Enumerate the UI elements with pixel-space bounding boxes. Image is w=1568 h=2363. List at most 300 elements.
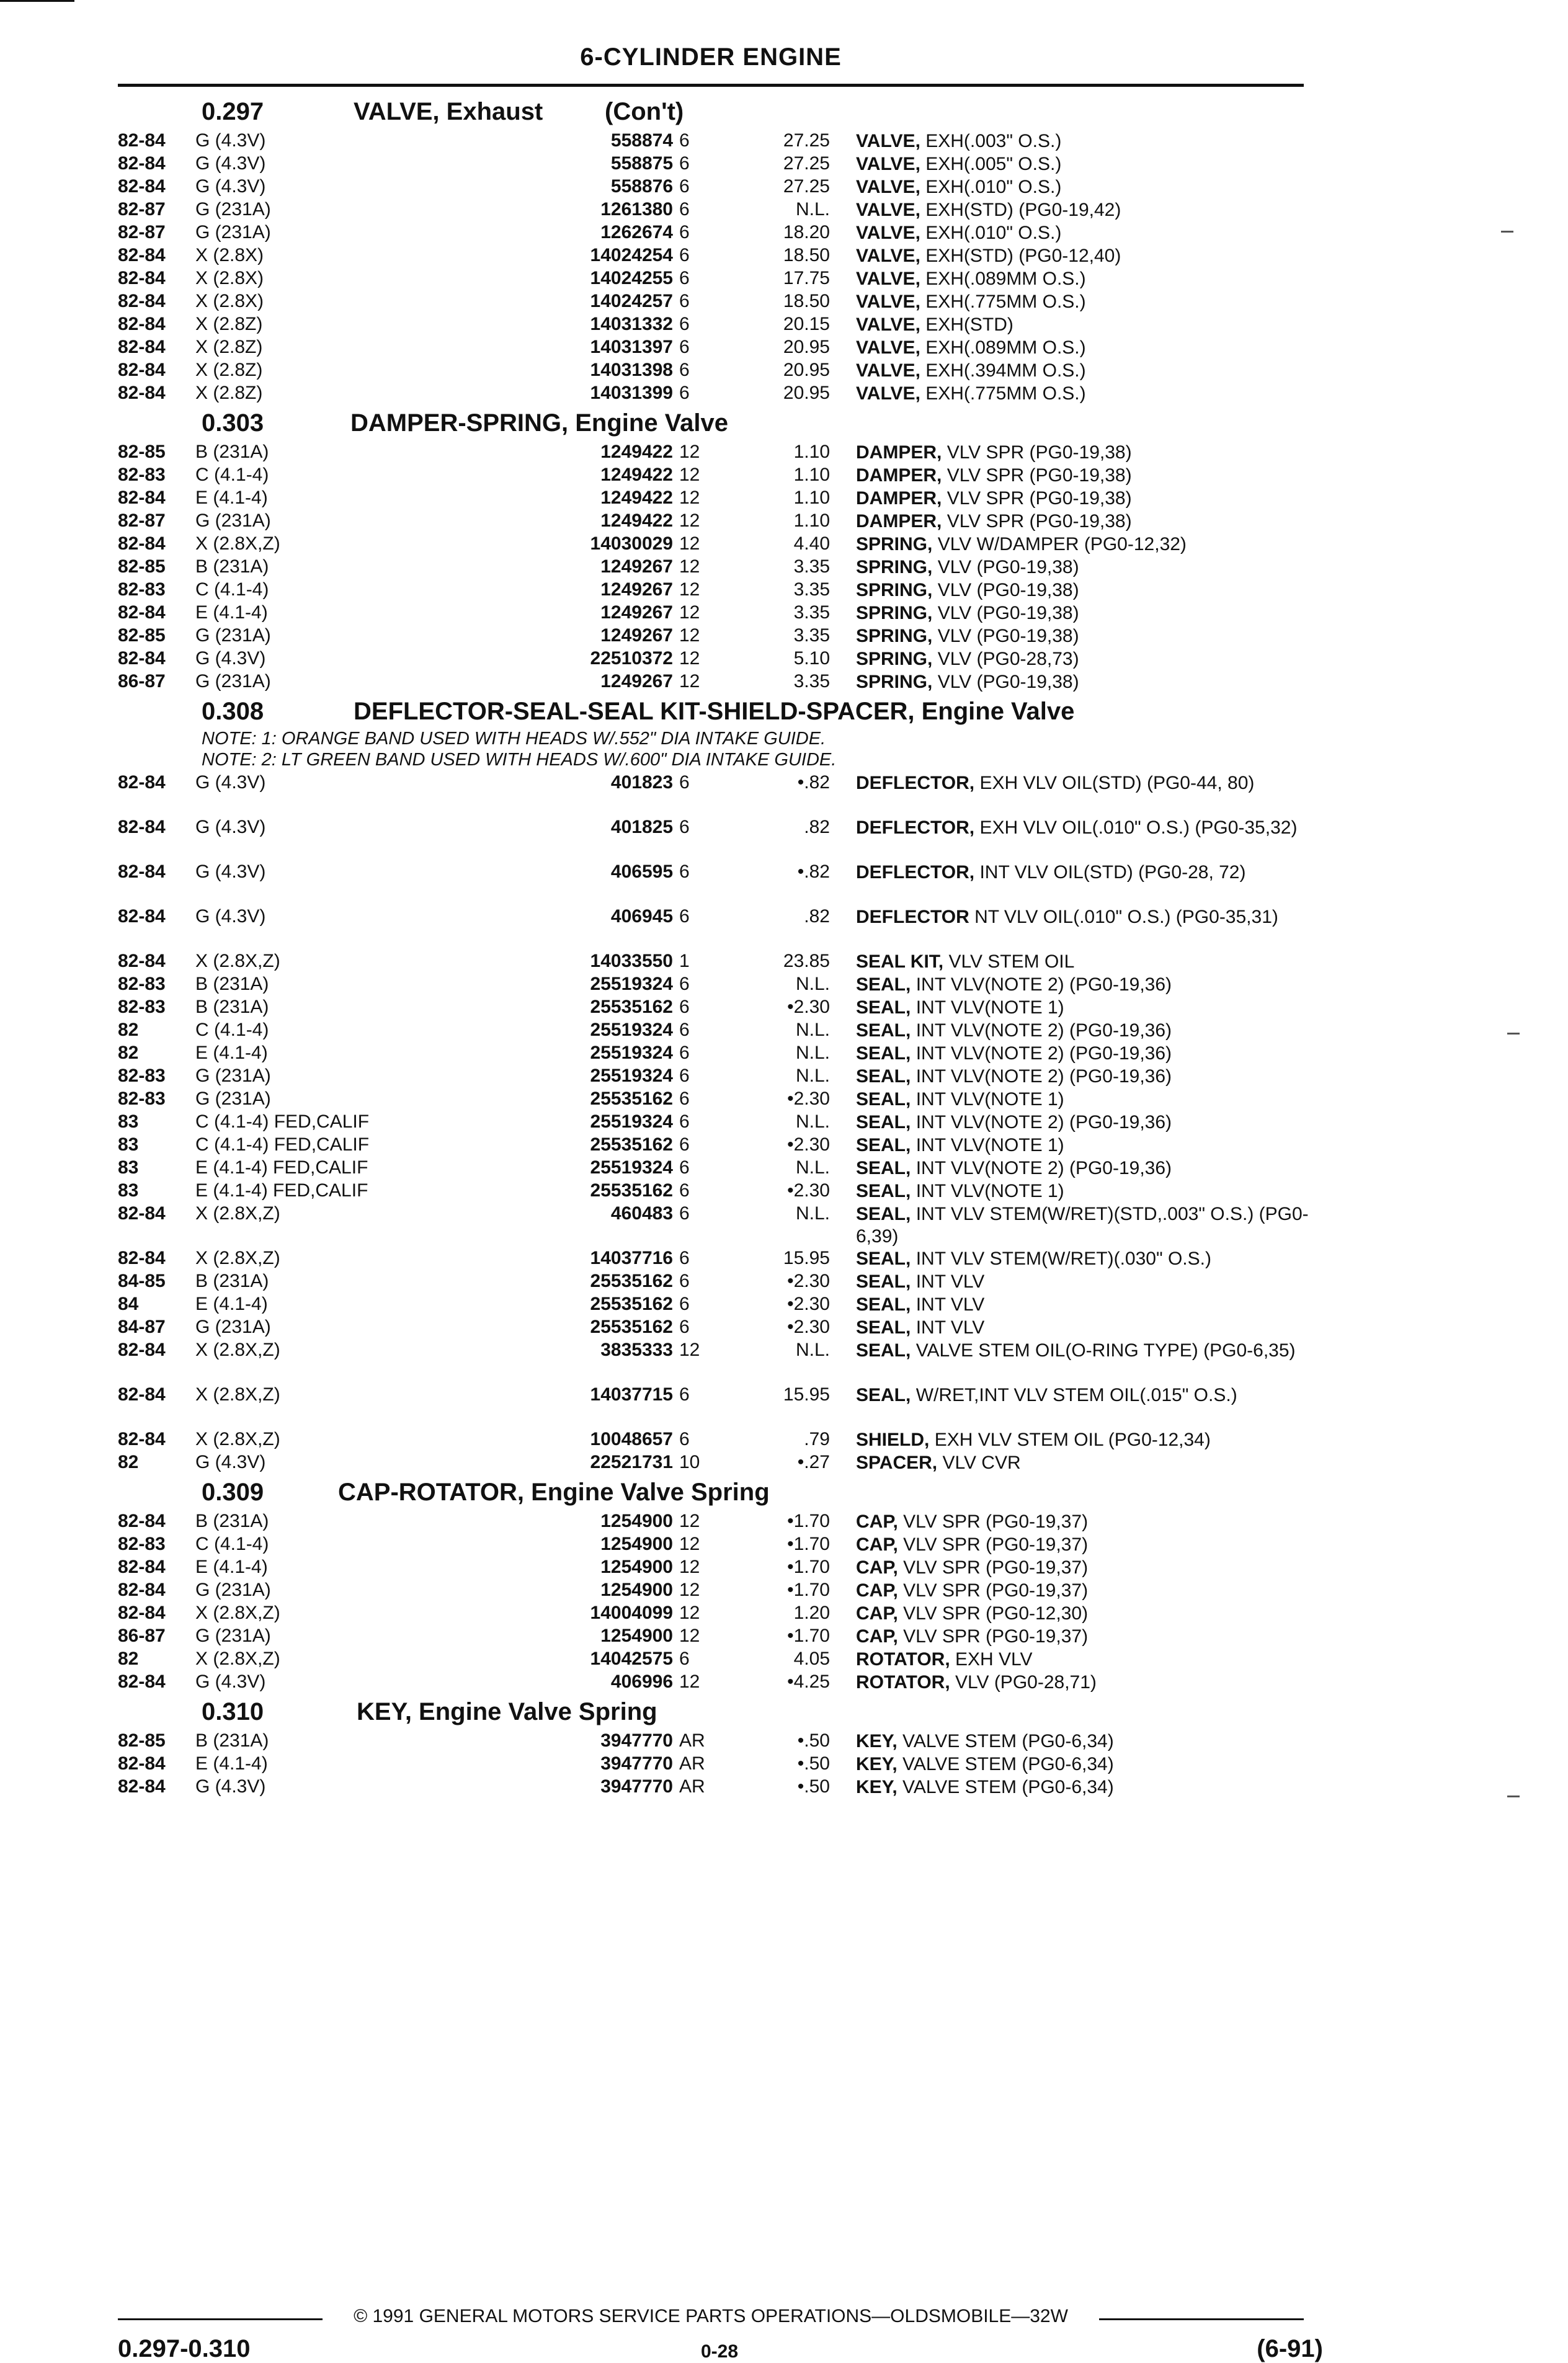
price: 20.95 (783, 360, 830, 380)
part-detail: VLV SPR (PG0-19,37) (903, 1580, 1089, 1601)
part-number: 25519324 (590, 1111, 673, 1132)
part-number: 1254900 (600, 1580, 673, 1600)
part-name: VALVE, (856, 246, 920, 266)
part-description (856, 1203, 1315, 1248)
price: N.L. (795, 1043, 830, 1063)
part-detail: VALVE STEM (PG0-6,34) (902, 1731, 1114, 1751)
model-years: 83 (118, 1180, 139, 1201)
part-name: VALVE, (856, 360, 920, 381)
quantity: 6 (679, 1066, 690, 1086)
price: 1.20 (793, 1603, 830, 1623)
model-years: 82-87 (118, 199, 166, 220)
part-number: 558875 (610, 153, 673, 174)
parts-row (118, 267, 1315, 290)
part-name: SEAL, (856, 1158, 911, 1178)
part-name: SPRING, (856, 603, 933, 623)
part-description (856, 1294, 1315, 1316)
part-description (856, 1580, 1315, 1602)
engine-code: E (4.1-4) FED,CALIF (195, 1157, 368, 1178)
part-description (856, 1317, 1315, 1339)
price: 1.10 (793, 487, 830, 508)
parts-row (118, 1670, 1315, 1693)
engine-code: B (231A) (195, 1730, 269, 1751)
parts-row (118, 1428, 1315, 1451)
price: •2.30 (787, 997, 830, 1017)
price: 20.95 (783, 383, 830, 403)
part-description (856, 1066, 1315, 1088)
price: 27.25 (783, 176, 830, 197)
part-detail: INT VLV(NOTE 2) (PG0-19,36) (915, 1112, 1172, 1133)
parts-row (118, 313, 1315, 336)
part-description (856, 648, 1315, 670)
quantity: 6 (679, 906, 690, 927)
part-name: DEFLECTOR, (856, 773, 975, 793)
parts-row (118, 1578, 1315, 1601)
section-header (118, 693, 1315, 729)
part-detail: INT VLV(NOTE 2) (PG0-19,36) (915, 1043, 1172, 1064)
part-description (856, 360, 1315, 382)
part-description (856, 442, 1315, 464)
engine-code: B (231A) (195, 1511, 269, 1531)
part-number: 14037716 (590, 1248, 673, 1268)
part-number: 14004099 (590, 1603, 673, 1623)
part-name: CAP, (856, 1580, 898, 1601)
engine-code: X (2.8X,Z) (195, 1203, 280, 1224)
price: 27.25 (783, 153, 830, 174)
quantity: 12 (679, 671, 700, 692)
engine-code: B (231A) (195, 974, 269, 994)
engine-code: X (2.8X,Z) (195, 1384, 280, 1405)
part-detail: INT VLV(NOTE 2) (PG0-19,36) (915, 1066, 1172, 1087)
part-detail: VLV (PG0-19,38) (937, 580, 1079, 600)
engine-code: X (2.8X,Z) (195, 1649, 280, 1669)
part-number: 3947770 (600, 1730, 673, 1751)
part-description (856, 1671, 1315, 1694)
price: 3.35 (793, 671, 830, 692)
part-number: 558874 (610, 130, 673, 151)
part-name: SEAL KIT, (856, 951, 944, 972)
section-title: CAP-ROTATOR, Engine Valve Spring (338, 1479, 770, 1506)
price: 3.35 (793, 602, 830, 623)
part-name: SEAL, (856, 974, 911, 995)
part-detail: EXH VLV OIL(STD) (PG0-44, 80) (979, 773, 1255, 793)
parts-row (118, 1729, 1315, 1752)
part-detail: INT VLV(NOTE 2) (PG0-19,36) (915, 1158, 1172, 1178)
model-years: 82-84 (118, 602, 166, 623)
parts-row (118, 1247, 1315, 1270)
price: N.L. (795, 1020, 830, 1040)
quantity: 10 (679, 1452, 700, 1472)
part-description (856, 997, 1315, 1019)
parts-row (118, 336, 1315, 358)
part-name: SEAL, (856, 1204, 911, 1224)
part-description (856, 1043, 1315, 1065)
parts-row (118, 1555, 1315, 1578)
quantity: 12 (679, 579, 700, 600)
parts-row (118, 509, 1315, 532)
engine-code: E (4.1-4) (195, 1557, 268, 1577)
section-header (118, 1474, 1315, 1510)
part-description (856, 671, 1315, 693)
model-years: 86-87 (118, 671, 166, 692)
part-number: 3947770 (600, 1753, 673, 1774)
quantity: 12 (679, 602, 700, 623)
parts-row (118, 198, 1315, 221)
engine-code: G (231A) (195, 1626, 271, 1646)
section-title: DEFLECTOR-SEAL-SEAL KIT-SHIELD-SPACER, Engine Valve (354, 698, 1075, 725)
parts-row (118, 950, 1315, 972)
quantity: 6 (679, 1248, 690, 1268)
model-years: 82-84 (118, 1384, 166, 1405)
model-years: 82-84 (118, 1511, 166, 1531)
copyright-notice: © 1991 GENERAL MOTORS SERVICE PARTS OPERATIONS—OLDSMOBILE—32W (354, 2306, 1068, 2326)
section-title: KEY, Engine Valve Spring (357, 1698, 657, 1725)
part-detail: VLV (PG0-19,38) (937, 672, 1079, 692)
part-number: 558876 (610, 176, 673, 197)
part-number: 25535162 (590, 997, 673, 1017)
model-years: 82-84 (118, 314, 166, 334)
price: •1.70 (787, 1511, 830, 1531)
model-years: 83 (118, 1157, 139, 1178)
corner-rule (0, 0, 74, 2)
engine-code: G (4.3V) (195, 861, 266, 882)
part-name: VALVE, (856, 131, 920, 151)
model-years: 82-83 (118, 974, 166, 994)
quantity: 6 (679, 222, 690, 243)
part-description (856, 1157, 1315, 1180)
model-years: 82-84 (118, 130, 166, 151)
engine-code: G (4.3V) (195, 1776, 266, 1797)
header-rule (118, 84, 1304, 87)
model-years: 82-84 (118, 1429, 166, 1449)
part-detail: NT VLV OIL(.010" O.S.) (PG0-35,31) (974, 907, 1278, 927)
quantity: AR (679, 1730, 705, 1751)
model-years: 82-84 (118, 383, 166, 403)
part-name: SPRING, (856, 534, 933, 554)
part-name: SEAL, (856, 1271, 911, 1292)
part-name: VALVE, (856, 223, 920, 243)
part-description (856, 533, 1315, 556)
part-name: SPRING, (856, 672, 933, 692)
price: N.L. (795, 199, 830, 220)
part-number: 25535162 (590, 1088, 673, 1109)
section-range: 0.297-0.310 (118, 2335, 251, 2362)
price: •.50 (797, 1753, 830, 1774)
part-detail: VLV W/DAMPER (PG0-12,32) (937, 534, 1187, 554)
parts-row (118, 1315, 1315, 1338)
part-detail: INT VLV(NOTE 2) (PG0-19,36) (915, 974, 1172, 995)
part-detail: EXH(.089MM O.S.) (925, 269, 1086, 289)
quantity: 6 (679, 314, 690, 334)
part-description (856, 383, 1315, 405)
part-name: SPRING, (856, 580, 933, 600)
model-years: 82-84 (118, 360, 166, 380)
quantity: 12 (679, 1534, 700, 1554)
part-name: VALVE, (856, 314, 920, 335)
part-number: 22521731 (590, 1452, 673, 1472)
model-years: 82-84 (118, 291, 166, 311)
quantity: 6 (679, 1088, 690, 1109)
part-detail: EXH(.003" O.S.) (925, 131, 1062, 151)
part-detail: VLV SPR (PG0-19,37) (903, 1534, 1089, 1555)
price: 5.10 (793, 648, 830, 669)
parts-row (118, 771, 1315, 816)
price: •.50 (797, 1776, 830, 1797)
part-detail: VLV SPR (PG0-19,37) (903, 1626, 1089, 1647)
parts-row (118, 578, 1315, 601)
quantity: 12 (679, 510, 700, 531)
price: N.L. (795, 1111, 830, 1132)
engine-code: B (231A) (195, 997, 269, 1017)
price: .82 (804, 817, 830, 837)
quantity: 12 (679, 1603, 700, 1623)
price: 4.05 (793, 1649, 830, 1669)
part-number: 3947770 (600, 1776, 673, 1797)
quantity: 6 (679, 199, 690, 220)
model-years: 82-85 (118, 556, 166, 577)
engine-code: E (4.1-4) (195, 487, 268, 508)
part-number: 14030029 (590, 533, 673, 554)
engine-code: G (4.3V) (195, 176, 266, 197)
part-name: SEAL, (856, 1181, 911, 1201)
price: 3.35 (793, 625, 830, 646)
quantity: 6 (679, 268, 690, 288)
part-name: DAMPER, (856, 465, 942, 486)
model-years: 82-84 (118, 268, 166, 288)
engine-code: X (2.8X,Z) (195, 1429, 280, 1449)
price: 18.20 (783, 222, 830, 243)
footer-rule-row (118, 2306, 1304, 2331)
part-number: 25519324 (590, 1043, 673, 1063)
parts-row (118, 1451, 1315, 1474)
parts-row (118, 532, 1315, 555)
section-number: 0.303 (202, 409, 264, 437)
part-name: VALVE, (856, 177, 920, 197)
part-number: 1254900 (600, 1511, 673, 1531)
part-name: SEAL, (856, 1135, 911, 1155)
price: •4.25 (787, 1671, 830, 1692)
model-years: 82-84 (118, 1580, 166, 1600)
part-detail: INT VLV(NOTE 1) (915, 1181, 1064, 1201)
model-years: 82 (118, 1649, 139, 1669)
part-detail: VLV SPR (PG0-19,37) (903, 1557, 1089, 1578)
engine-code: G (4.3V) (195, 1671, 266, 1692)
quantity: 6 (679, 245, 690, 265)
price: •2.30 (787, 1088, 830, 1109)
part-detail: INT VLV OIL(STD) (PG0-28, 72) (979, 862, 1246, 883)
part-detail: VLV SPR (PG0-19,38) (947, 442, 1132, 463)
parts-row (118, 601, 1315, 624)
engine-code: X (2.8X,Z) (195, 951, 280, 971)
part-number: 1261380 (600, 199, 673, 220)
part-description (856, 1271, 1315, 1293)
model-years: 82-84 (118, 861, 166, 882)
quantity: 6 (679, 1429, 690, 1449)
part-number: 14031332 (590, 314, 673, 334)
part-description (856, 487, 1315, 510)
part-number: 1254900 (600, 1557, 673, 1577)
part-number: 14031398 (590, 360, 673, 380)
parts-row (118, 860, 1315, 905)
parts-row (118, 1133, 1315, 1156)
model-years: 82-85 (118, 1730, 166, 1751)
section-number: 0.308 (202, 698, 264, 725)
part-detail: EXH(STD) (PG0-12,40) (925, 246, 1121, 266)
part-detail: VLV (PG0-19,38) (937, 626, 1079, 646)
quantity: 6 (679, 1384, 690, 1405)
model-years: 82-84 (118, 772, 166, 793)
parts-row (118, 624, 1315, 647)
part-description (856, 314, 1315, 336)
engine-code: E (4.1-4) (195, 602, 268, 623)
price: .79 (804, 1429, 830, 1449)
model-years: 84-87 (118, 1317, 166, 1337)
page-number: 0-28 (701, 2341, 739, 2362)
price: 15.95 (783, 1384, 830, 1405)
model-years: 82-84 (118, 1753, 166, 1774)
part-number: 1254900 (600, 1626, 673, 1646)
part-description (856, 906, 1315, 928)
model-years: 83 (118, 1134, 139, 1155)
part-description (856, 130, 1315, 153)
quantity: 1 (679, 951, 690, 971)
part-description (856, 1180, 1315, 1203)
part-detail: EXH(STD) (PG0-19,42) (925, 200, 1121, 220)
model-years: 82-83 (118, 1088, 166, 1109)
price: N.L. (795, 974, 830, 994)
part-description (856, 1649, 1315, 1671)
part-name: SPRING, (856, 557, 933, 577)
part-description (856, 951, 1315, 973)
engine-code: G (4.3V) (195, 153, 266, 174)
price: •1.70 (787, 1580, 830, 1600)
parts-row (118, 1293, 1315, 1315)
part-name: SEAL, (856, 1248, 911, 1269)
engine-code: G (4.3V) (195, 130, 266, 151)
page-header (118, 43, 1304, 87)
part-description (856, 465, 1315, 487)
part-detail: VLV SPR (PG0-19,38) (947, 465, 1132, 486)
engine-code: X (2.8Z) (195, 337, 263, 357)
model-years: 82-84 (118, 487, 166, 508)
section-number: 0.309 (202, 1479, 264, 1506)
parts-row (118, 1041, 1315, 1064)
part-description (856, 222, 1315, 244)
scan-mark (1507, 1796, 1520, 1797)
parts-row (118, 905, 1315, 950)
quantity: 6 (679, 1649, 690, 1669)
model-years: 82-83 (118, 1066, 166, 1086)
model-years: 84 (118, 1294, 139, 1314)
part-detail: EXH(.394MM O.S.) (925, 360, 1086, 381)
part-number: 1262674 (600, 222, 673, 243)
engine-code: G (4.3V) (195, 1452, 266, 1472)
part-number: 25519324 (590, 1020, 673, 1040)
part-detail: INT VLV(NOTE 1) (915, 1135, 1064, 1155)
part-description (856, 602, 1315, 625)
price: •.82 (797, 861, 830, 882)
part-detail: EXH VLV STEM OIL (PG0-12,34) (934, 1430, 1211, 1450)
engine-code: G (231A) (195, 510, 271, 531)
quantity: 6 (679, 153, 690, 174)
model-years: 82-84 (118, 1776, 166, 1797)
engine-code: G (231A) (195, 1088, 271, 1109)
part-description (856, 1020, 1315, 1042)
part-description (856, 1429, 1315, 1451)
part-name: CAP, (856, 1626, 898, 1647)
engine-code: X (2.8Z) (195, 383, 263, 403)
quantity: 6 (679, 1043, 690, 1063)
part-name: SEAL, (856, 1112, 911, 1133)
parts-row (118, 1110, 1315, 1133)
part-detail: EXH(.775MM O.S.) (925, 383, 1086, 404)
parts-row (118, 555, 1315, 578)
part-detail: VLV SPR (PG0-19,37) (903, 1511, 1089, 1532)
part-description (856, 245, 1315, 267)
part-number: 25535162 (590, 1294, 673, 1314)
model-years: 84-85 (118, 1271, 166, 1291)
model-years: 82-84 (118, 153, 166, 174)
model-years: 86-87 (118, 1626, 166, 1646)
quantity: 6 (679, 1180, 690, 1201)
part-description (856, 1626, 1315, 1648)
parts-row (118, 1601, 1315, 1624)
section-note: NOTE: 2: LT GREEN BAND USED WITH HEADS W/.600" DIA INTAKE GUIDE. (202, 750, 837, 770)
parts-row (118, 647, 1315, 670)
model-years: 82-84 (118, 1248, 166, 1268)
part-number: 25519324 (590, 1066, 673, 1086)
quantity: 6 (679, 291, 690, 311)
part-detail: INT VLV(NOTE 1) (915, 1089, 1064, 1110)
quantity: 6 (679, 1317, 690, 1337)
part-name: ROTATOR, (856, 1649, 950, 1670)
parts-row (118, 358, 1315, 381)
part-name: VALVE, (856, 383, 920, 404)
part-description (856, 625, 1315, 647)
part-name: DAMPER, (856, 488, 942, 509)
part-name: DAMPER, (856, 442, 942, 463)
part-detail: EXH(.005" O.S.) (925, 154, 1062, 174)
quantity: 12 (679, 648, 700, 669)
section-header (118, 1693, 1315, 1729)
part-number: 1249422 (600, 510, 673, 531)
part-number: 406945 (610, 906, 673, 927)
engine-code: X (2.8X,Z) (195, 533, 280, 554)
model-years: 82-84 (118, 1671, 166, 1692)
part-detail: EXH VLV (955, 1649, 1033, 1670)
price: 15.95 (783, 1248, 830, 1268)
quantity: 12 (679, 1340, 700, 1360)
engine-code: C (4.1-4) (195, 1534, 269, 1554)
quantity: 12 (679, 625, 700, 646)
part-name: SEAL, (856, 997, 911, 1018)
model-years: 82-84 (118, 648, 166, 669)
part-number: 1249267 (600, 602, 673, 623)
quantity: 12 (679, 556, 700, 577)
engine-code: G (4.3V) (195, 648, 266, 669)
part-name: CAP, (856, 1603, 898, 1624)
price: N.L. (795, 1066, 830, 1086)
part-description (856, 199, 1315, 221)
parts-row (118, 972, 1315, 995)
parts-row (118, 995, 1315, 1018)
quantity: 6 (679, 176, 690, 197)
price: •.82 (797, 772, 830, 793)
quantity: 12 (679, 1557, 700, 1577)
engine-code: G (231A) (195, 1580, 271, 1600)
footer-rule-right (1099, 2318, 1304, 2320)
engine-code: E (4.1-4) (195, 1753, 268, 1774)
